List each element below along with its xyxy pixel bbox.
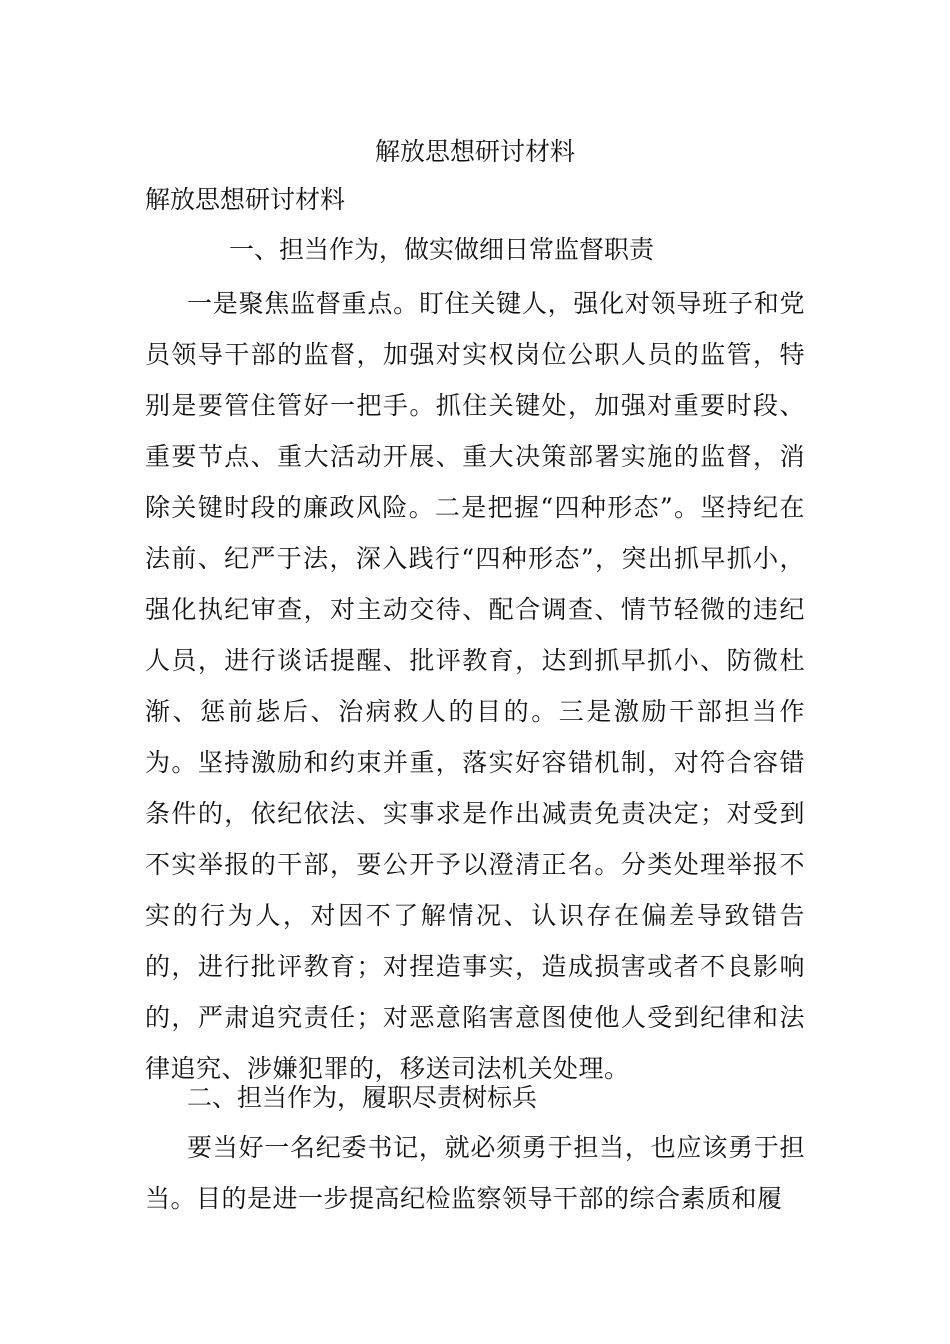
section-body-2: 要当好一名纪委书记，就必须勇于担当，也应该勇于担当。目的是进一步提高纪检监察领导干部的综合素质和履 [145, 1133, 805, 1213]
section-heading-1: 一、担当作为，做实做细日常监督职责 [229, 235, 655, 264]
section-heading-2: 二、担当作为，履职尽责树标兵 [187, 1083, 538, 1112]
document-subtitle: 解放思想研讨材料 [145, 185, 346, 214]
document-title: 解放思想研讨材料 [374, 137, 575, 166]
section-body-1: 一是聚焦监督重点。盯住关键人，强化对领导班子和党员领导干部的监督，加强对实权岗位公职人员的监管，特别是要管住管好一把手。抓住关键处，加强对重要时段、重要节点、重大活动开展、重大决策部署实施的监督，消除关键时段的廉政风险。二是把握“四种形态”。坚持纪在法前、纪严于法，深入践行“四种形态”，突出抓早抓小，强化执纪审查，对主动交待、配合调查、情节轻微的违纪人员，进行谈话提醒、批评教育，达到抓早抓小、防微杜渐、惩前毖后、治病救人的目的。三是激励干部担当作为。坚持激励和约束并重，落实好容错机制，对符合容错条件的，依纪依法、实事求是作出减责免责决定；对受到不实举报的干部，要公开予以澄清正名。分类处理举报不实的行为人，对因不了解情况、认识存在偏差导致错告的，进行批评教育；对捏造事实，造成损害或者不良影响的，严肃追究责任；对恶意陷害意图使他人受到纪律和法律追究、涉嫌犯罪的，移送司法机关处理。 [145, 289, 805, 1083]
